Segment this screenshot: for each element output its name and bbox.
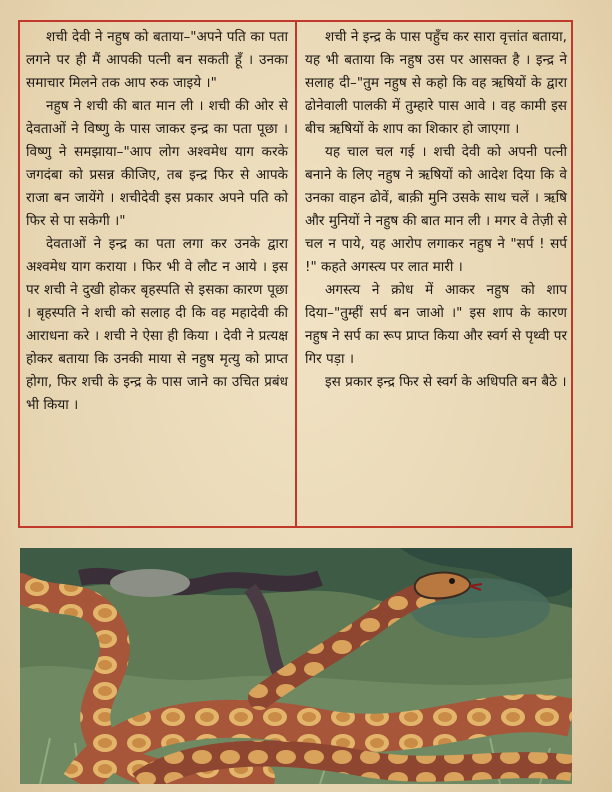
paragraph: इस प्रकार इन्द्र फिर से स्वर्ग के अधिपति बन बैठे ।: [325, 374, 567, 390]
paragraph: देवताओं ने इन्द्र का पता लगा कर उनके द्वारा अश्वमेध याग कराया । फिर भी वे लौट न आये । इस पर शची ने दुखी होकर बृहस्पति से इसका कारण पूछा । बृहस्पति ने शची को सलाह दी कि वह महादेवी की आराधना करे । शची ने ऐसा ही किया । देवी ने प्रत्यक्ष होकर बताया कि उनकी माया से नहुष मृत्यु को प्राप्त होगा, फिर शची के इन्द्र के पास जाने का उचित प्रबंध भी किया ।: [26, 236, 288, 413]
paragraph: अगस्त्य ने क्रोध में आकर नहुष को शाप दिया–"तुम्हीं सर्प बन जाओ ।" इस शाप के कारण नहुष ने सर्प का रूप प्राप्त किया और स्वर्ग से पृथ्वी पर गिर पड़ा ।: [305, 282, 567, 367]
paragraph: नहुष ने शची की बात मान ली । शची की ओर से देवताओं ने विष्णु के पास जाकर इन्द्र का पता पूछा । विष्णु ने समझाया–"आप लोग अश्वमेध याग करके जगदंबा को प्रसन्न कीजिए, तब इन्द्र फिर से आपके राजा बन जायेंगे । शचीदेवी इस प्रकार अपने पति को फिर से पा सकेगी ।": [26, 98, 288, 229]
serpent-illustration-art: [20, 548, 572, 784]
paragraph: यह चाल चल गई । शची देवी को अपनी पत्नी बनाने के लिए नहुष ने ऋषियों को आदेश दिया कि वे उनका वाहन ढोवें, बाक़ी मुनि उसके साथ चलें । ऋषि और मुनियों ने नहुष की बात मान ली । मगर वे तेज़ी से चल न पाये, यह आरोप लगाकर नहुष ने "सर्प ! सर्प !" कहते अगस्त्य पर लात मारी ।: [305, 144, 567, 275]
serpent-illustration: [20, 548, 572, 784]
paragraph: शची देवी ने नहुष को बताया–"अपने पति का पता लगने पर ही मैं आपकी पत्नी बन सकती हूँ । उनका समाचार मिलने तक आप रुक जाइये ।": [26, 29, 288, 91]
column-divider: [295, 22, 297, 526]
right-column: [305, 26, 567, 394]
paragraph: शची ने इन्द्र के पास पहुँच कर सारा वृत्तांत बताया, यह भी बताया कि नहुष उस पर आसक्त है । इन्द्र ने सलाह दी–"तुम नहुष से कहो कि वह ऋषियों के द्वारा ढोनेवाली पालकी में तुम्हारे पास आवे । वह कामी इस बीच ऋषियों के शाप का शिकार हो जाएगा ।: [305, 29, 567, 137]
left-column: [26, 26, 288, 417]
